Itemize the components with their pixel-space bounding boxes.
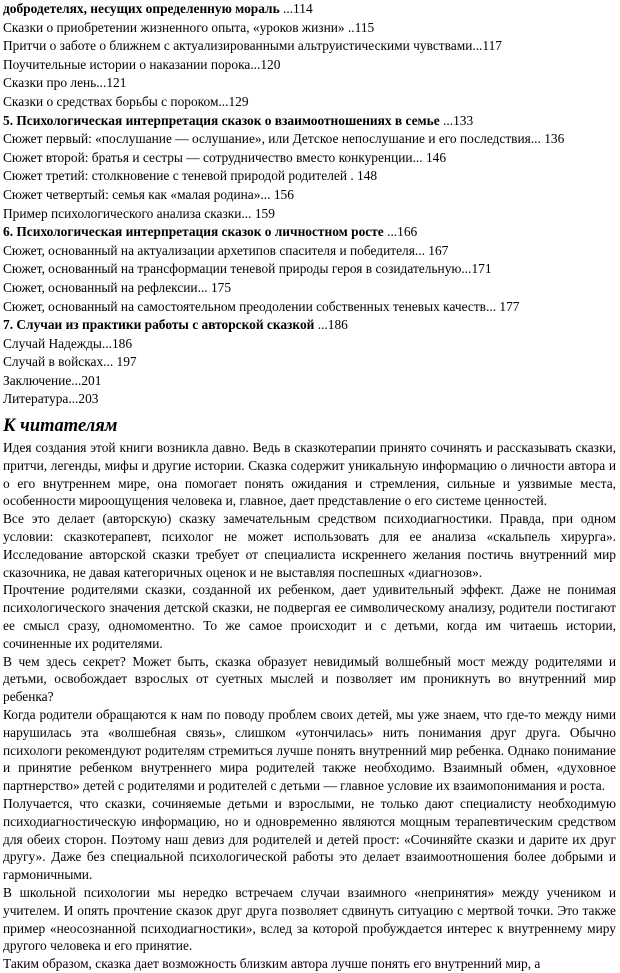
toc-entry-text: Сюжет, основанный на актуализации архетипов спасителя и победителя... 167 bbox=[3, 242, 449, 258]
toc-chapter-page: ...166 bbox=[383, 224, 418, 240]
toc-entry bbox=[3, 279, 616, 298]
toc-entry-text: Случай в войсках... 197 bbox=[3, 354, 137, 370]
table-of-contents bbox=[3, 0, 616, 409]
toc-entry bbox=[3, 242, 616, 261]
toc-entry bbox=[3, 167, 616, 186]
toc-entry-text: Сказки про лень...121 bbox=[3, 75, 127, 91]
toc-entry-text: Литература...203 bbox=[3, 391, 99, 407]
paragraph: Таким образом, сказка дает возможность близким автора лучше понять его внутренний мир, а bbox=[3, 956, 541, 972]
toc-entry-text: Сказки о приобретении жизненного опыта, «уроков жизни» ..115 bbox=[3, 19, 375, 35]
toc-entry-title: добродетелях, несущих определенную мораль bbox=[3, 1, 280, 16]
toc-chapter-title: 7. Случаи из практики работы с авторской сказкой bbox=[3, 317, 315, 333]
toc-chapter-title: 6. Психологическая интерпретация сказок о личностном росте bbox=[3, 224, 384, 240]
toc-chapter bbox=[3, 316, 616, 335]
paragraph: Когда родители обращаются к нам по поводу проблем своих детей, мы уже знаем, что где-то между ними нарушилась эта «волшебная связь», слишком «утончилась» нить понимания друг друга. Обычно психологи рекомендуют родителям стремиться лучше понять внутренний мир ребенка. Однако понимание и принятие ребенком внутреннего мира родителей также необходимо. Взаимный обмен, «духовное партнерство» детей с родителями и родителей с детьми — главное условие их взаимопонимания и роста. bbox=[3, 707, 616, 794]
paragraph: Прочтение родителями сказки, созданной их ребенком, дает удивительный эффект. Даже не понимая психологического значения детской сказки, не подвергая ее символическому анализу, родители постигают ее смысл сразу, одномоментно. То же самое происходит и с детьми, когда им читаешь истории, сочиненные их родителями. bbox=[3, 582, 616, 651]
toc-entry bbox=[3, 390, 616, 409]
section-heading: К читателям bbox=[3, 416, 118, 437]
toc-entry-text: Сюжет, основанный на рефлексии... 175 bbox=[3, 279, 232, 295]
toc-entry-text: Пример психологического анализа сказки... 159 bbox=[3, 205, 275, 221]
toc-entry-text: Сказки о средствах борьбы с пороком...129 bbox=[3, 93, 249, 109]
toc-entry-text: ...114 bbox=[279, 1, 313, 16]
toc-entry-text: Заключение...201 bbox=[3, 372, 102, 388]
toc-entry bbox=[3, 19, 616, 38]
toc-chapter bbox=[3, 112, 616, 131]
toc-entry bbox=[3, 186, 616, 205]
toc-entry bbox=[3, 93, 616, 112]
toc-chapter-title: 5. Психологическая интерпретация сказок о взаимоотношениях в семье bbox=[3, 112, 440, 128]
toc-entry-text: Случай Надежды...186 bbox=[3, 335, 133, 351]
toc-entry bbox=[3, 353, 616, 372]
toc-chapter-page: ...186 bbox=[314, 317, 348, 333]
toc-entry bbox=[3, 260, 616, 279]
paragraph: Получается, что сказки, сочиняемые детьми и взрослыми, не только дают специалисту необходимую психодиагностическую информацию, но и одновременно являются мощным терапевтическим средством для обеих сторон. Поэтому наш девиз для родителей и детей прост: «Сочиняйте сказки и дарите их друг другу». Даже без специальной психологической работы это делает взаимоотношения более добрыми и гармоничными. bbox=[3, 796, 616, 883]
toc-entry bbox=[3, 372, 616, 391]
toc-entry-text: Сюжет, основанный на трансформации теневой природы героя в созидательную...171 bbox=[3, 261, 492, 277]
toc-entry bbox=[3, 0, 616, 19]
toc-entry bbox=[3, 74, 616, 93]
toc-entry bbox=[3, 298, 616, 317]
toc-entry bbox=[3, 130, 616, 149]
toc-entry-text: Притчи о заботе о ближнем с актуализированными альтруистическими чувствами...117 bbox=[3, 38, 502, 54]
paragraph: Все это делает (авторскую) сказку замечательным средством психодиагностики. Правда, при одном условии: сказкотерапевт, психолог не может использовать для ее анализа «скальпель хирурга». Исследование авторской сказки требует от специалиста искреннего желания постичь внутренний мир сказочника, не давая категоричных оценок и не выставляя поспешных «диагнозов». bbox=[3, 511, 616, 580]
toc-entry-text: Сюжет четвертый: семья как «малая родина»... 156 bbox=[3, 186, 294, 202]
toc-entry-text: Сюжет первый: «послушание — ослушание», или Детское непослушание и его последствия... 136 bbox=[3, 131, 565, 147]
toc-entry-text: Сюжет второй: братья и сестры — сотрудничество вместо конкуренции... 146 bbox=[3, 149, 447, 165]
toc-entry-text: Сюжет третий: столкновение с теневой природой родителей . 148 bbox=[3, 168, 378, 184]
toc-chapter bbox=[3, 223, 616, 242]
toc-entry bbox=[3, 335, 616, 354]
toc-entry-text: Сюжет, основанный на самостоятельном преодолении собственных теневых качеств... 177 bbox=[3, 298, 520, 314]
toc-entry bbox=[3, 56, 616, 75]
paragraph: Идея создания этой книги возникла давно. Ведь в сказкотерапии принято сочинять и рассказывать сказки, притчи, легенды, мифы и другие истории. Сказка содержит уникальную информацию о личности автора и о его внутреннем мире, она помогает понять ожидания и стремления, сильные и уязвимые места, особенности мироощущения человека и, главное, дает представление о его системе ценностей. bbox=[3, 440, 616, 509]
paragraph: В школьной психологии мы нередко встречаем случаи взаимного «непринятия» между учеником и учителем. И опять прочтение сказок друг друга позволяет сдвинуть ситуацию с мертвой точки. Это также пример «неосознанной психодиагностики», вслед за которой пробуждается интерес к внутреннему миру другого человека и его принятие. bbox=[3, 884, 616, 954]
toc-entry bbox=[3, 149, 616, 168]
paragraph: В чем здесь секрет? Может быть, сказка образует невидимый волшебный мост между родителями и детьми, освобождает взрослых от суетных мыслей и позволяет им проникнуть во внутренний мир ребенка? bbox=[3, 653, 616, 705]
toc-entry bbox=[3, 205, 616, 224]
toc-entry bbox=[3, 37, 616, 56]
body-text bbox=[3, 439, 616, 973]
toc-entry-text: Поучительные истории о наказании порока...120 bbox=[3, 56, 281, 72]
toc-chapter-page: ...133 bbox=[439, 112, 474, 128]
